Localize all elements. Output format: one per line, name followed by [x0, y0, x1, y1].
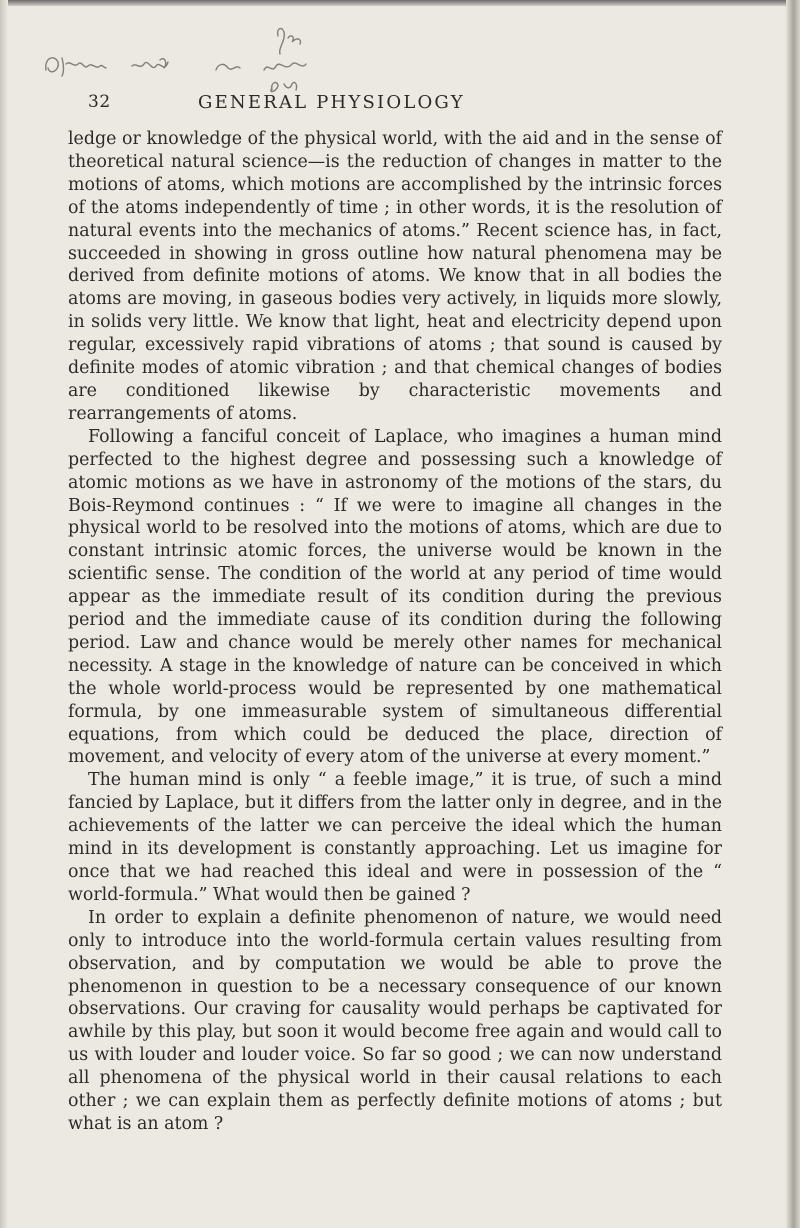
page-left-edge [0, 0, 8, 1228]
running-head [88, 92, 708, 120]
page-top-edge [0, 0, 800, 6]
page-right-edge [786, 0, 800, 1228]
running-title: GENERAL PHYSIOLOGY [198, 92, 465, 113]
handwritten-annotation-icon [40, 18, 460, 98]
paragraph-1: ledge or knowledge of the physical world, with the aid and in the sense of theoretical natural science—is the reduction of changes in matter to the motions of atoms, which motions are accomplished by the intrinsic forces of the atoms independently of time ; in other words, it is the resolution of natural events into the mechanics of atoms.” Recent science has, in fact, succeeded in showing in gross outline how natural phenomena may be derived from definite motions of atoms. We know that in all bodies the atoms are moving, in gaseous bodies very actively, in liquids more slowly, in solids very little. We know that light, heat and electricity depend upon regular, excessively rapid vibrations of atoms ; that sound is caused by definite modes of atomic vibration ; and that chemical changes of bodies are conditioned likewise by characteristic movements and rearrangements of atoms. [68, 129, 722, 424]
body-text [68, 128, 722, 1136]
paragraph-4: In order to explain a definite phenomenon of nature, we would need only to introduce into the world-formula certain values resulting from observation, and by computation we would be able to prove the phenomenon in question to be a necessary consequence of our known observations. Our craving for causality would perhaps be captivated for awhile by this play, but soon it would become free again and would call to us with louder and louder voice. So far so good ; we can now understand all phenomena of the physical world in their causal relations to each other ; we can explain them as perfectly definite motions of atoms ; but what is an atom ? [68, 907, 722, 1134]
page-number: 32 [88, 92, 111, 112]
paragraph-3: The human mind is only “ a feeble image,” it is true, of such a mind fancied by Laplace, but it differs from the latter only in degree, and in the achievements of the latter we can perceive the ideal which the human mind in its development is constantly approaching. Let us imagine for once that we had reached this ideal and were in possession of the “ world-formula.” What would then be gained ? [68, 770, 722, 905]
paragraph-2: Following a fanciful conceit of Laplace, who imagines a human mind perfected to the highest degree and possessing such a knowledge of atomic motions as we have in astronomy of the motions of the stars, du Bois-Reymond continues : “ If we were to imagine all changes in the physical world to be resolved into the motions of atoms, which are due to constant intrinsic atomic forces, the universe would be known in the scientific sense. The condition of the world at any period of time would appear as the immediate result of its condition during the previous period and the immediate cause of its condition during the following period. Law and chance would be merely other names for mechanical necessity. A stage in the knowledge of nature can be conceived in which the whole world-process would be represented by one mathematical formula, by one immeasurable system of simultaneous differential equations, from which could be deduced the place, direction of movement, and velocity of every atom of the universe at every moment.” [68, 426, 722, 768]
